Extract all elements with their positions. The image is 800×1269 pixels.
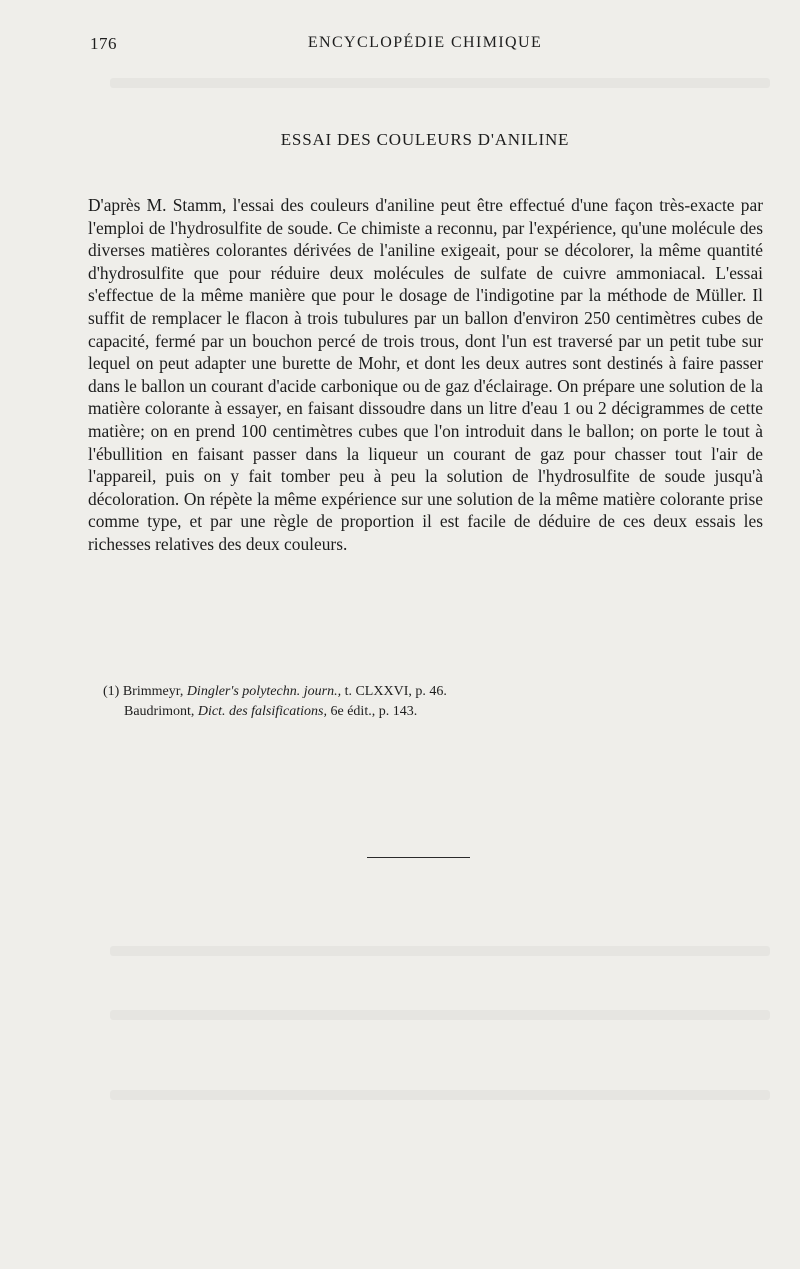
footnote-author: Brimmeyr,: [122, 684, 184, 699]
running-title: ENCYCLOPÉDIE CHIMIQUE: [307, 34, 543, 51]
footnote-1: [103, 682, 663, 702]
footnotes: [103, 682, 663, 722]
section-title: ESSAI DES COULEURS D'ANILINE: [280, 130, 570, 149]
footnote-reference: 6e édit., p. 143.: [330, 704, 418, 719]
footnote-2: [103, 702, 663, 722]
section-end-rule: [367, 857, 470, 858]
footnote-marker: (1): [103, 684, 120, 699]
page-header: [90, 34, 760, 56]
footnote-author: Baudrimont,: [124, 704, 195, 719]
bleed-through: [110, 1090, 770, 1100]
body-paragraph: D'après M. Stamm, l'essai des couleurs d'aniline peut être effectué d'une façon très-exacte par l'emploi de l'hydrosulfite de soude. Ce chimiste a reconnu, par l'expérience, qu'une molécule des diverses matières colorantes dérivées de l'aniline exigeait, pour se décolorer, la même quantité d'hydrosulfite que pour réduire deux molécules de sulfate de cuivre ammoniacal. L'essai s'effectue de la même manière que pour le dosage de l'indigotine par la méthode de Müller. Il suffit de remplacer le flacon à trois tubulures par un ballon d'environ 250 centimètres cubes de capacité, fermé par un bouchon percé de trois trous, dont l'un est traversé par un petit tube sur lequel on peut adapter une burette de Mohr, et dont les deux autres sont destinés à faire passer dans le ballon un courant d'acide carbonique ou de gaz d'éclairage. On prépare une solution de la matière colorante à essayer, en faisant dissoudre dans un litre d'eau 1 ou 2 décigrammes de cette matière; on en prend 100 centimètres cubes que l'on introduit dans le ballon; on porte le tout à l'ébullition en faisant passer dans la liqueur un courant de gaz pour chasser tout l'air de l'appareil, puis on y fait tomber peu à peu la solution de l'hydrosulfite de soude jusqu'à décoloration. On répète la même expérience sur une solution de la même matière colorante prise comme type, et par une règle de proportion il est facile de déduire de ces deux essais les richesses relatives des deux couleurs.: [88, 195, 763, 554]
bleed-through: [110, 78, 770, 88]
bleed-through: [110, 1010, 770, 1020]
page-number: 176: [90, 34, 117, 53]
footnote-work: Dict. des falsifications,: [197, 704, 327, 719]
footnote-reference: t. CLXXVI, p. 46.: [344, 684, 447, 699]
bleed-through: [110, 946, 770, 956]
footnote-work: Dingler's polytechn. journ.,: [186, 684, 342, 699]
